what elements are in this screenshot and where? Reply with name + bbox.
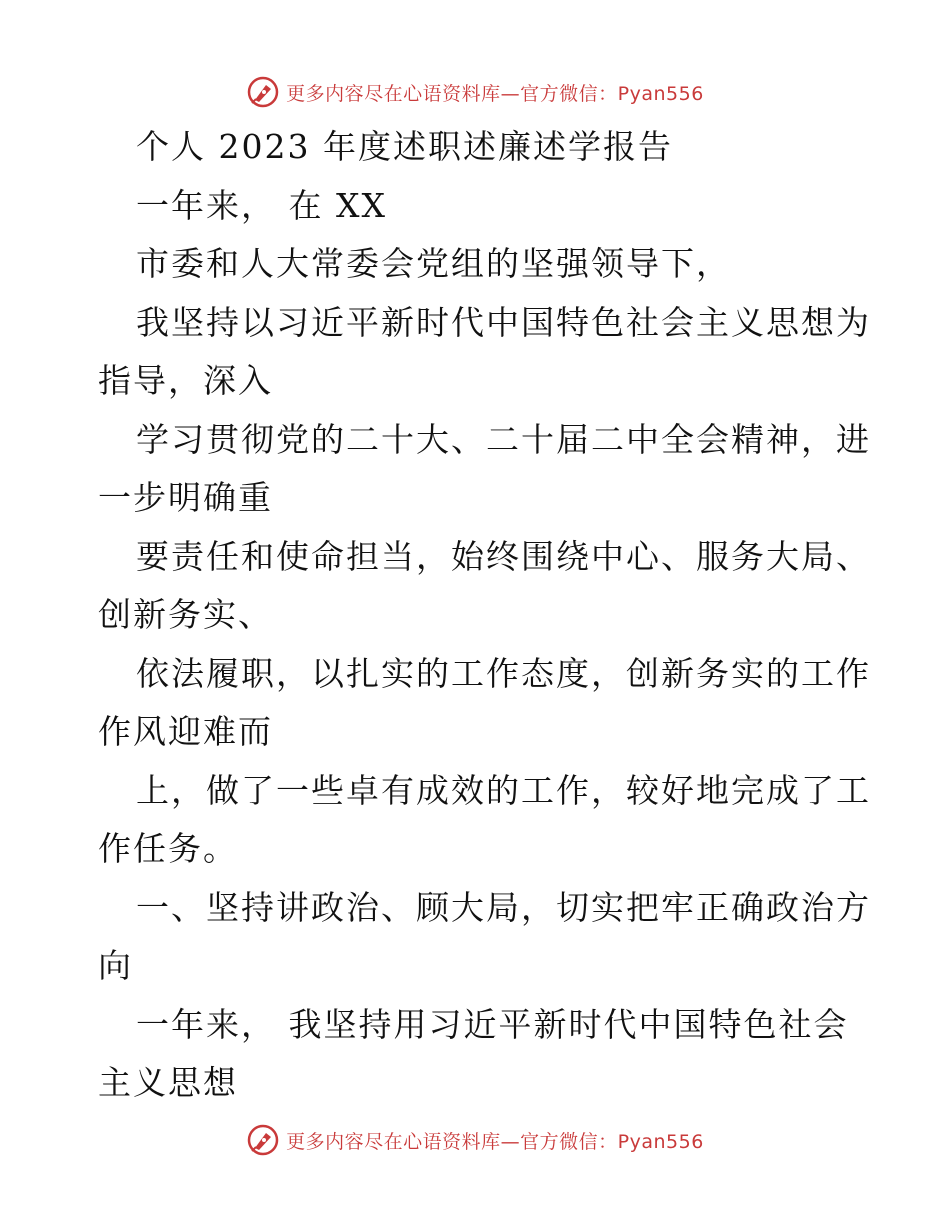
text-line: 作任务。: [98, 829, 238, 868]
footer-watermark: [0, 1120, 950, 1160]
text-line: 市委和人大常委会党组的坚强领导下，: [136, 244, 731, 283]
text-line: 一年来， 在 XX: [136, 185, 387, 225]
text-line: 主义思想: [98, 1063, 238, 1102]
text-line: 一、坚持讲政治、顾大局，切实把牢正确政治方: [136, 887, 871, 927]
text-line: 一年来， 我坚持用习近平新时代中国特色社会: [136, 1004, 849, 1044]
text-line: 指导，深入: [98, 361, 273, 400]
text-line: 作风迎难而: [98, 712, 273, 751]
text-line: 我坚持以习近平新时代中国特色社会主义思想为: [136, 302, 871, 342]
text-line: 一步明确重: [98, 478, 273, 517]
text-line: 创新务实、: [98, 595, 273, 634]
text-line: 上，做了一些卓有成效的工作，较好地完成了工: [136, 770, 871, 810]
text-line: 向: [98, 946, 133, 985]
header-watermark: [0, 72, 950, 112]
pen-nib-logo: [246, 1123, 280, 1157]
document-body: [98, 118, 871, 1113]
watermark-text: 更多内容尽在心语资料库—官方微信：Pyan556: [286, 1130, 704, 1153]
watermark-text: 更多内容尽在心语资料库—官方微信：Pyan556: [286, 82, 704, 105]
pen-nib-logo: [246, 75, 280, 109]
text-line: 学习贯彻党的二十大、二十届二中全会精神，进: [136, 419, 871, 459]
text-line: 个人 2023 年度述职述廉述学报告: [136, 127, 673, 166]
text-line: 依法履职，以扎实的工作态度，创新务实的工作: [136, 653, 871, 693]
text-line: 要责任和使命担当，始终围绕中心、服务大局、: [136, 536, 871, 576]
